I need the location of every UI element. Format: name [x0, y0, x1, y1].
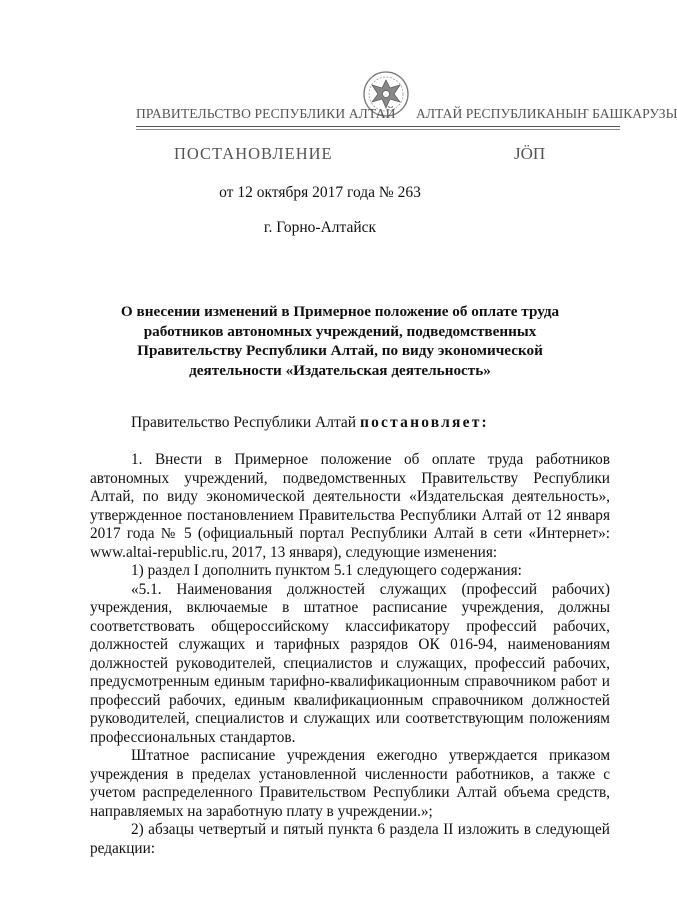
resolution-statement — [131, 414, 489, 432]
header-divider-thin — [136, 129, 620, 130]
government-name-russian: ПРАВИТЕЛЬСТВО РЕСПУБЛИКИ АЛТАЙ — [136, 106, 396, 121]
document-body — [90, 451, 610, 858]
document-heading: О внесении изменений в Примерное положение об оплате труда работников автономных учреждений, подведомственных Правительству Республики Алтай, по виду экономической деятельности «Издательская деятельность» — [120, 303, 560, 379]
paragraph-subitem-1: 1) раздел I дополнить пунктом 5.1 следующего содержания: — [131, 562, 522, 579]
document-date-number: от 12 октября 2017 года № 263 — [219, 184, 421, 201]
government-name-altai: АЛТАЙ РЕСПУБЛИКАНЫҤ БАШКАРУЗЫ — [416, 106, 677, 121]
resolution-subject: Правительство Республики Алтай — [131, 414, 360, 431]
paragraph-subitem-2: 2) абзацы четвертый и пятый пункта 6 раздела II изложить в следующей редакции: — [90, 821, 610, 857]
paragraph-staffing: Штатное расписание учреждения ежегодно утверждается приказом учреждения в пределах установленной численности работников, а также с учетом распределенного Правительством Республики Алтай объема средств, направляемых на заработную плату в учреждении.»; — [90, 747, 610, 820]
document-type-altai: ЈӦП — [514, 144, 546, 163]
paragraph-item-1: 1. Внести в Примерное положение об оплате труда работников автономных учреждений, подведомственных Правительству Республики Алтай, по виду экономической деятельности «Издательская деятельность», утвержденное постановлением Правительства Республики Алтай от 12 января 2017 года № 5 (официальный портал Республики Алтай в сети «Интернет»: www.altai-republic.ru, 2017, 13 января), следующие изменения: — [90, 451, 610, 561]
document-type-russian: ПОСТАНОВЛЕНИЕ — [174, 144, 333, 163]
resolution-verb: постановляет: — [359, 414, 489, 431]
paragraph-clause-5-1: «5.1. Наименования должностей служащих (профессий рабочих) учреждения, включаемые в штатное расписание учреждения, должны соответствовать общероссийскому классификатору профессий рабочих, должностей служащих и тарифных разрядов ОК 016-94, наименованиям должностей руководителей, специалистов и служащих, профессий рабочих, предусмотренным единым тарифно-квалификационным справочником работ и профессий рабочих, единым квалификационным справочником должностей руководителей, специалистов и служащих или соответствующим положениям профессиональных стандартов. — [90, 580, 610, 746]
header-divider — [136, 126, 620, 127]
document-city: г. Горно-Алтайск — [263, 219, 377, 236]
